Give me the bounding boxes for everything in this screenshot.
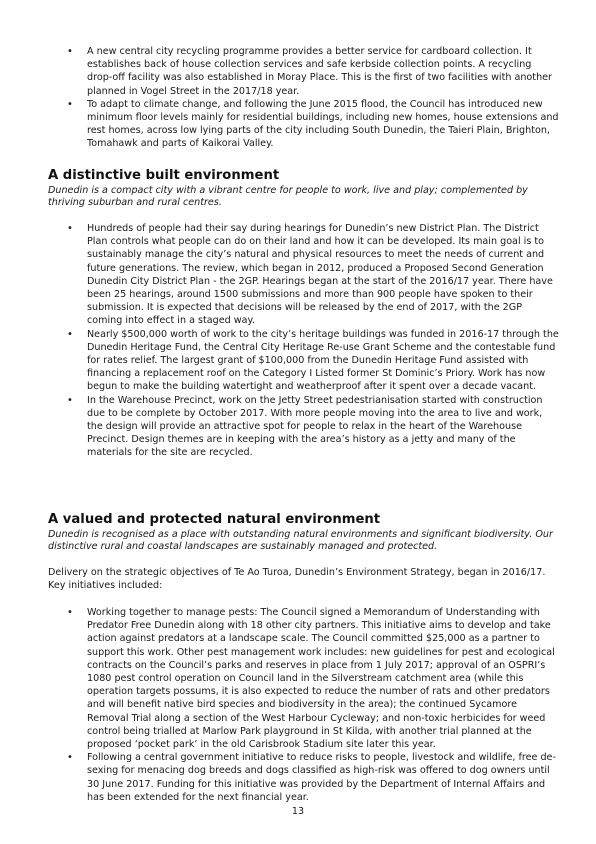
section-intro-built-environment: Dunedin is a compact city with a vibrant centre for people to work, live and play; complemented by thriving suburban and rural centres. <box>48 185 528 209</box>
list-item: • In the Warehouse Precinct, work on the Jetty Street pedestrianisation started with construction due to be complete by October 2017. With more people moving into the area to live and work, the design will provide an attractive spot for people to relax in the heart of the Warehouse Precinct. Design themes are in keeping with the area’s history as a jetty and many of the materials for the site are recycled. <box>87 394 559 460</box>
list-item: • A new central city recycling programme provides a better service for cardboard collection. It establishes back of house collection services and safe kerbside collection points. A recycling drop-off facility was also established in Moray Place. This is the first of two facilities with another planned in Vogel Street in the 2017/18 year. <box>87 45 559 98</box>
list-item: • Following a central government initiative to reduce risks to people, livestock and wildlife, free de-sexing for menacing dog breeds and dogs classified as high-risk was offered to dog owners until 30 June 2017. Funding for this initiative was provided by the Department of Internal Affairs and has been extended for the next financial year. <box>87 751 559 804</box>
bullet-list-built-environment <box>87 222 559 460</box>
section-heading-natural-environment: A valued and protected natural environment <box>48 512 381 527</box>
delivery-paragraph: Delivery on the strategic objectives of Te Ao Turoa, Dunedin’s Environment Strategy, began in 2016/17. Key initiatives included: <box>48 567 546 591</box>
list-item: • Nearly $500,000 worth of work to the city’s heritage buildings was funded in 2016-17 through the Dunedin Heritage Fund, the Central City Heritage Re-use Grant Scheme and the contestable fund for rates relief. The largest grant of $100,000 from the Dunedin Heritage Fund assisted with financing a replacement roof on the Category I Listed former St Dominic’s Priory. Work has now begun to make the building watertight and weatherproof after it spent over a decade vacant. <box>87 328 559 394</box>
list-item: • Hundreds of people had their say during hearings for Dunedin’s new District Plan. The District Plan controls what people can do on their land and how it can be developed. Its main goal is to sustainably manage the city’s natural and physical resources to meet the needs of current and future generations. The review, which began in 2012, produced a Proposed Second Generation Dunedin City District Plan - the 2GP. Hearings began at the start of the 2016/17 year. There have been 25 hearings, around 1500 submissions and more than 900 people have spoken to their submission. It is expected that decisions will be released by the end of 2017, with the 2GP coming into effect in a staged way. <box>87 222 559 328</box>
bullet-list-top <box>87 45 559 151</box>
bullet-list-natural-environment <box>87 606 559 804</box>
section-heading-built-environment: A distinctive built environment <box>48 168 280 183</box>
list-item: • To adapt to climate change, and following the June 2015 flood, the Council has introduced new minimum floor levels mainly for residential buildings, including new homes, house extensions and rest homes, across low lying parts of the city including South Dunedin, the Taieri Plain, Brighton, Tomahawk and parts of Kaikorai Valley. <box>87 98 559 151</box>
page-number: 13 <box>291 806 305 817</box>
section-intro-natural-environment: Dunedin is recognised as a place with outstanding natural environments and significant biodiversity. Our distinctive rural and coastal landscapes are sustainably managed and protected. <box>48 529 553 553</box>
list-item: • Working together to manage pests: The Council signed a Memorandum of Understanding with Predator Free Dunedin along with 18 other city partners. This initiative aims to develop and take action against predators at a landscape scale. The Council committed $25,000 as a partner to support this work. Other pest management work includes: new guidelines for pest and ecological contracts on the Council’s parks and reserves in place from 1 July 2017; approval of an OSPRI’s 1080 pest control operation on Council land in the Silverstream catchment area (while this operation targets possums, it is also expected to reduce the number of rats and other predators and will benefit native bird species and biodiversity in the area); the continued Sycamore Removal Trial along a section of the West Harbour Cycleway; and non-toxic herbicides for weed control being trialled at Marlow Park playground in St Kilda, with another trial planned at the proposed ‘pocket park’ in the old Carisbrook Stadium site later this year. <box>87 606 559 751</box>
